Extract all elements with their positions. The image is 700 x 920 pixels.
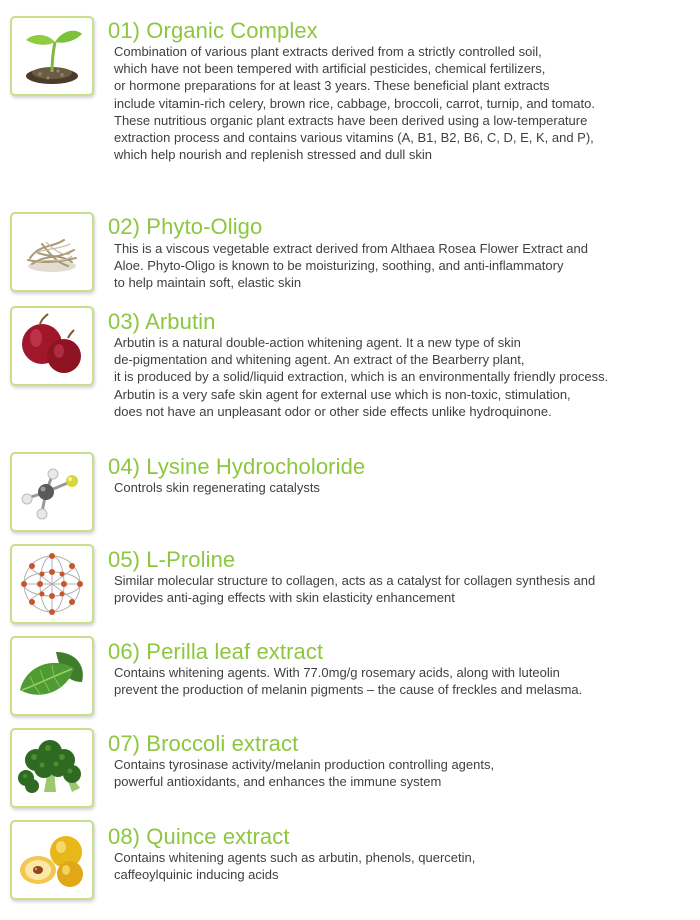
ingredient-description <box>114 756 694 790</box>
perilla-leaf-icon <box>10 636 94 716</box>
description-line: Aloe. Phyto-Oligo is known to be moisturizing, soothing, and anti-inflammatory <box>114 258 564 274</box>
dried-root-icon <box>10 212 94 292</box>
ingredient-description <box>114 240 694 292</box>
ingredient-title: 04) Lysine Hydrocholoride <box>108 454 366 479</box>
ingredient-title: 02) Phyto-Oligo <box>108 214 263 239</box>
description-line: which have not been tempered with artificial pesticides, chemical fertilizers, <box>114 61 546 77</box>
ingredient-title: 06) Perilla leaf extract <box>108 639 324 664</box>
description-line: prevent the production of melanin pigments – the cause of freckles and melasma. <box>114 682 583 698</box>
description-line: to help maintain soft, elastic skin <box>114 275 302 291</box>
description-line: include vitamin-rich celery, brown rice, cabbage, broccoli, carrot, turnip, and tomato. <box>114 95 595 111</box>
sprout-icon <box>10 16 94 96</box>
description-line: it is produced by a solid/liquid extraction, which is an environmentally friendly process. <box>114 369 609 385</box>
molecule-icon <box>10 452 94 532</box>
description-line: Contains whitening agents such as arbutin, phenols, quercetin, <box>114 850 476 865</box>
quince-icon <box>10 820 94 900</box>
description-line: powerful antioxidants, and enhances the immune system <box>114 774 442 790</box>
description-line: Contains whitening agents. With 77.0mg/g rosemary acids, along with luteolin <box>114 665 560 680</box>
description-line: Contains tyrosinase activity/melanin production controlling agents, <box>114 757 495 772</box>
ingredient-description <box>114 849 694 883</box>
description-line: caffeoylquinic inducing acids <box>114 867 279 883</box>
molecular-sphere-icon <box>10 544 94 624</box>
description-line: or hormone preparations for at least 3 years. These beneficial plant extracts <box>114 78 550 94</box>
description-line: This is a viscous vegetable extract derived from Althaea Rosea Flower Extract and <box>114 241 588 256</box>
ingredient-description <box>114 664 694 698</box>
ingredient-description <box>114 43 694 163</box>
broccoli-icon <box>10 728 94 808</box>
description-line: provides anti-aging effects with skin elasticity enhancement <box>114 590 455 606</box>
description-line: Similar molecular structure to collagen, acts as a catalyst for collagen synthesis and <box>114 573 596 588</box>
description-line: Arbutin is a very safe skin agent for external use which is non-toxic, stimulation, <box>114 386 571 402</box>
ingredient-title: 05) L-Proline <box>108 547 236 572</box>
ingredient-title: 03) Arbutin <box>108 309 216 334</box>
description-line: Arbutin is a natural double-action whitening agent. It a new type of skin <box>114 335 521 350</box>
description-line: does not have an unpleasant odor or other side effects unlike hydroquinone. <box>114 403 552 419</box>
description-line: extraction process and contains various vitamins (A, B1, B2, B6, C, D, E, K, and P), <box>114 130 594 146</box>
red-onion-icon <box>10 306 94 386</box>
ingredient-title: 01) Organic Complex <box>108 18 318 43</box>
description-line: These nutritious organic plant extracts have been derived using a low-temperature <box>114 112 588 128</box>
description-line: de-pigmentation and whitening agent. An extract of the Bearberry plant, <box>114 352 525 368</box>
ingredient-title: 07) Broccoli extract <box>108 731 299 756</box>
ingredient-description <box>114 572 694 606</box>
description-line: Combination of various plant extracts derived from a strictly controlled soil, <box>114 44 542 59</box>
ingredient-title: 08) Quince extract <box>108 824 290 849</box>
ingredient-description <box>114 479 694 496</box>
ingredient-description <box>114 334 694 420</box>
description-line: which help nourish and replenish stressed and dull skin <box>114 147 432 163</box>
description-line: Controls skin regenerating catalysts <box>114 480 320 495</box>
